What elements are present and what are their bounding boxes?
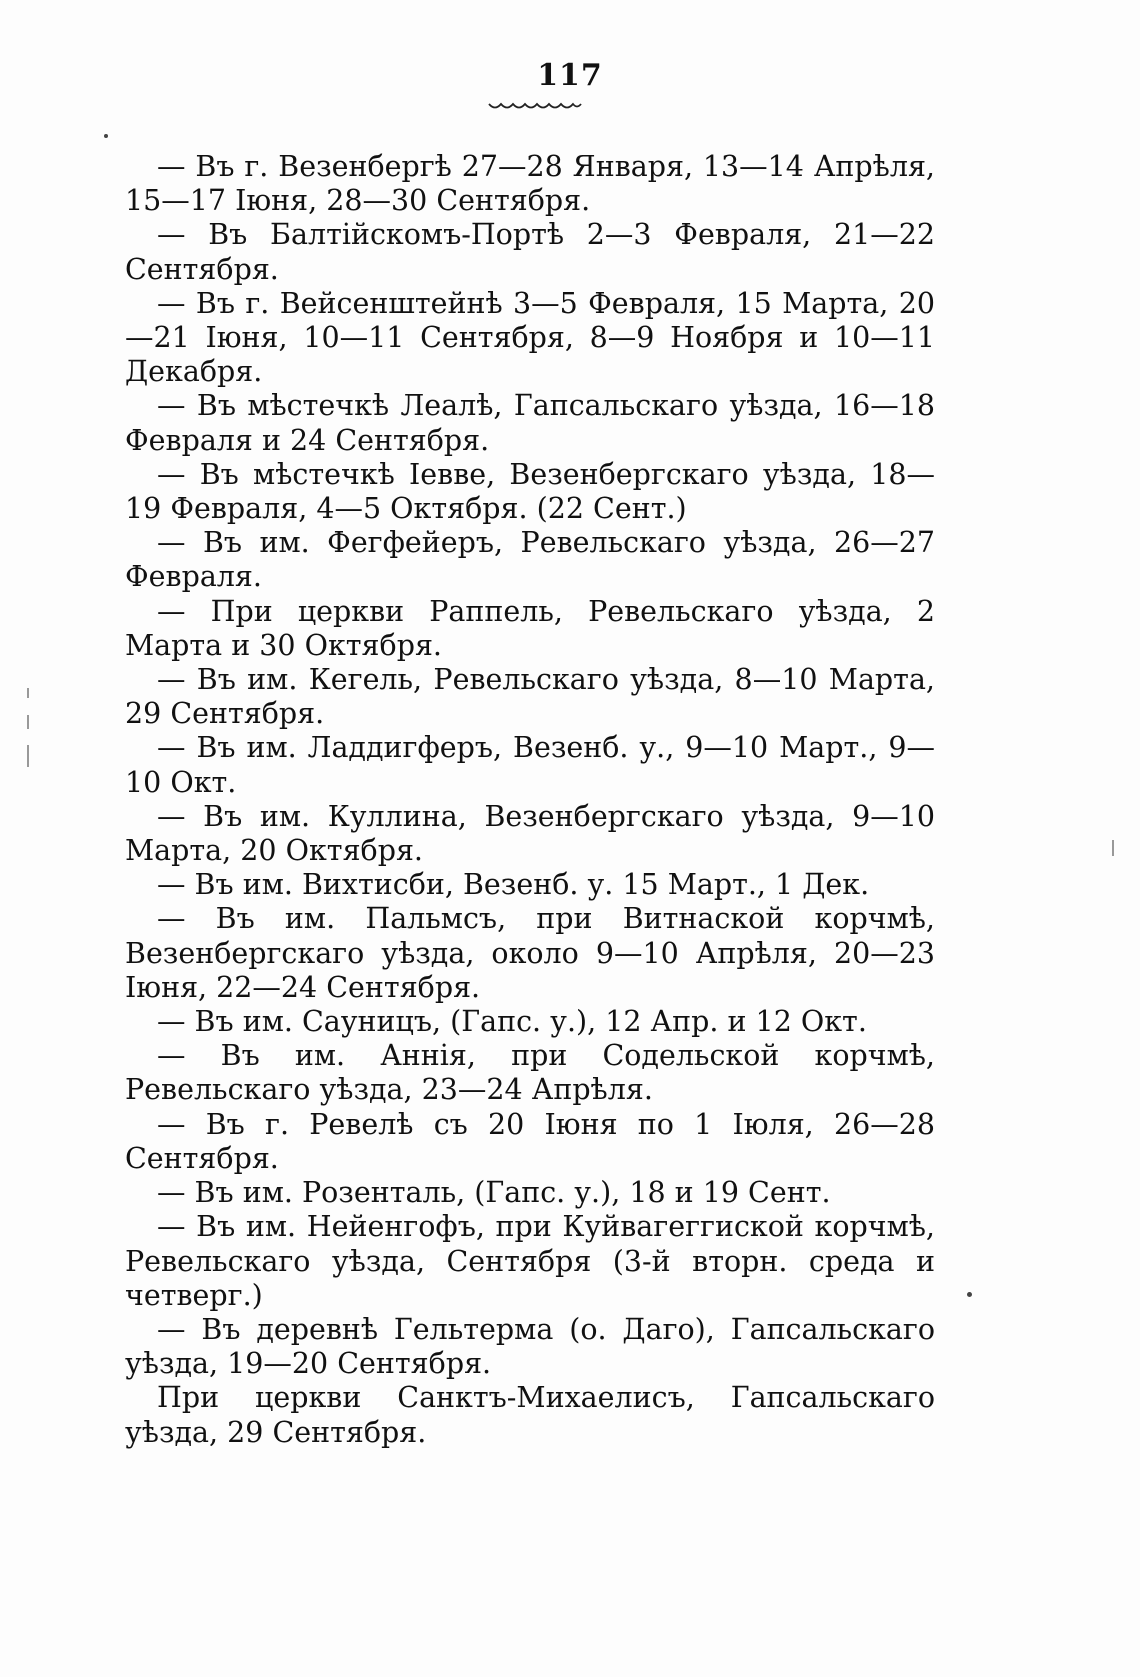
scan-edge-mark — [27, 688, 29, 698]
fair-entry: — Въ мѣстечкѣ Леалѣ, Гапсальскаго уѣзда, 16—18 Февраля и 24 Сентября. — [125, 389, 935, 457]
fair-entry: — Въ им. Куллина, Везенбергскаго уѣзда, 9—10 Марта, 20 Октября. — [125, 799, 935, 868]
fair-entry: — Въ им. Фегфейеръ, Ревельскаго уѣзда, 26—27 Февраля. — [125, 526, 935, 594]
fair-entry: — Въ г. Ревелѣ съ 20 Іюня по 1 Іюля, 26—28 Сентября. — [125, 1107, 935, 1175]
fair-entry: — Въ деревнѣ Гельтерма (о. Даго), Гапсальскаго уѣзда, 19—20 Сентября. — [125, 1312, 935, 1381]
fair-entry: — Въ г. Вейсенштейнѣ 3—5 Февраля, 15 Марта, 20—21 Іюня, 10—11 Сентября, 8—9 Ноября и 10—11 Декабря. — [125, 286, 935, 389]
fair-entry: — Въ им. Кегель, Ревельскаго уѣзда, 8—10 Марта, 29 Сентября. — [125, 663, 935, 731]
scan-edge-mark — [27, 715, 29, 729]
fair-entry: — При церкви Раппель, Ревельскаго уѣзда, 2 Марта и 30 Октября. — [125, 594, 935, 662]
fair-entry: — Въ им. Аннія, при Содельской корчмѣ, Ревельскаго уѣзда, 23—24 Апрѣля. — [125, 1039, 935, 1107]
fair-entry: — Въ им. Ладдигферъ, Везенб. у., 9—10 Март., 9—10 Окт. — [125, 731, 935, 799]
fair-entry: При церкви Санктъ-Михаелисъ, Гапсальскаго уѣзда, 29 Сентября. — [125, 1381, 935, 1449]
scan-speck — [104, 134, 108, 138]
text-body — [125, 150, 935, 1450]
decorative-ornament — [487, 100, 583, 112]
fair-entry: — Въ им. Вихтисби, Везенб. у. 15 Март., 1 Дек. — [157, 868, 870, 902]
fair-entry: — Въ мѣстечкѣ Іевве, Везенбергскаго уѣзда, 18—19 Февраля, 4—5 Октября. (22 Сент.) — [125, 457, 935, 526]
fair-entry: — Въ им. Нейенгофъ, при Куйвагеггиской корчмѣ, Ревельскаго уѣзда, Сентября (3-й вторн. среда и четверг.) — [125, 1210, 935, 1312]
fair-entry: — Въ г. Везенбергѣ 27—28 Января, 13—14 Апрѣля, 15—17 Іюня, 28—30 Сентября. — [125, 150, 935, 218]
fair-entry: — Въ им. Сауницъ, (Гапс. у.), 12 Апр. и 12 Окт. — [157, 1005, 867, 1039]
fair-entry: — Въ им. Пальмсъ, при Витнаской корчмѣ, Везенбергскаго уѣзда, около 9—10 Апрѣля, 20—23 Іюня, 22—24 Сентября. — [125, 902, 935, 1004]
scan-edge-mark — [27, 745, 29, 767]
fair-entry: — Въ им. Розенталь, (Гапс. у.), 18 и 19 Сент. — [157, 1176, 831, 1210]
page-number: 117 — [537, 58, 603, 93]
scan-edge-mark — [1112, 840, 1114, 856]
fair-entry: — Въ Балтійскомъ-Портѣ 2—3 Февраля, 21—22 Сентября. — [125, 218, 935, 286]
scan-speck — [967, 1292, 972, 1297]
